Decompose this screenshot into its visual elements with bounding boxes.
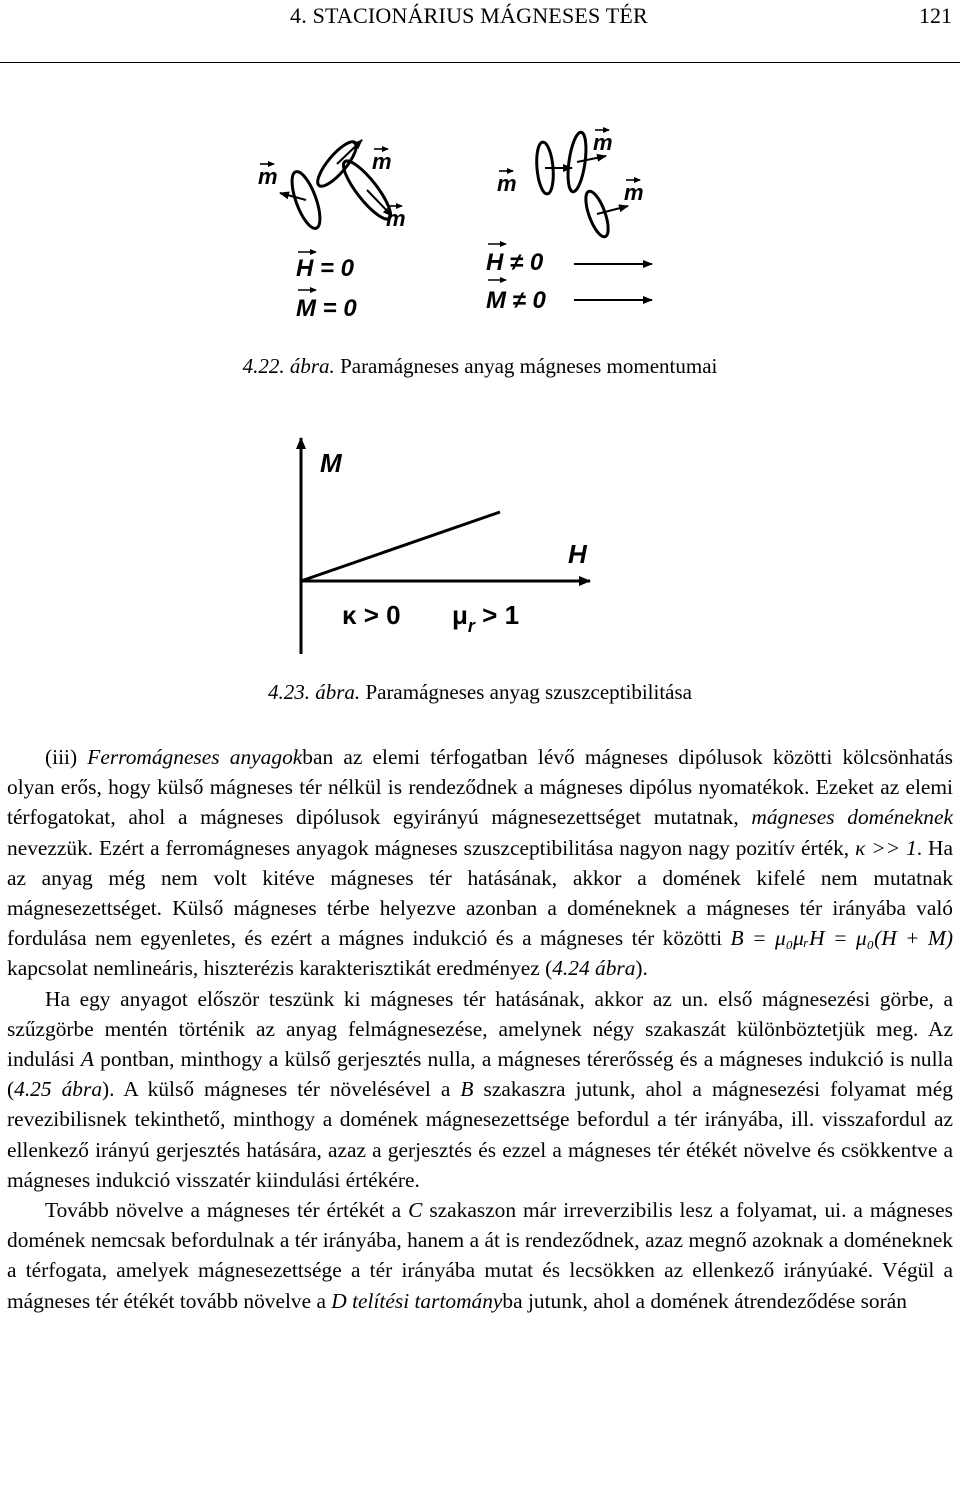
paragraph: Ha egy anyagot először teszünk ki mágneses tér hatásának, akkor az un. első mágnesezési görbe, a szűzgörbe mentén történik az anyag felmágnesezése, amelynek négy szakaszát különböztetjük meg. Az indulási A pontban, minthogy a külső gerjesztés nulla, a mágneses térerősség és a mágneses indukció is nulla (4.25 ábra). A külső mágneses tér növelésével a B szakaszra jutunk, ahol a mágnesezési folyamat még revezibilisnek tekinthető, minthogy a domének mágnesezettsége befordul a tér irányába, ill. visszafordul az ellenkező irányú gerjesztés hatására, azaz a gerjesztés és ezzel a mágneses tér étékét növelve és csökkentve a mágneses indukció visszatér kiindulási értékére. bbox=[7, 986, 953, 1192]
induction-formula: B = μ₀μᵣH = μ₀(H + M) bbox=[730, 926, 953, 951]
moment-label: m bbox=[386, 206, 406, 231]
moment-label: m bbox=[258, 164, 278, 189]
field-equation: H = 0 bbox=[296, 255, 355, 282]
mu-condition: $\mu_r > 1$ bbox=[452, 600, 520, 636]
magnetization-equation: M = 0 bbox=[296, 295, 357, 322]
page-number: 121 bbox=[919, 3, 952, 28]
page-header bbox=[0, 0, 960, 63]
chapter-title: 4. STACIONÁRIUS MÁGNESES TÉR bbox=[290, 3, 648, 28]
x-axis-label: H bbox=[568, 539, 587, 569]
moment-label: m bbox=[624, 180, 644, 205]
inequality-formula: κ >> 1 bbox=[855, 835, 917, 860]
body-text bbox=[7, 742, 953, 1316]
figure-caption-4-22: 4.22. ábra. Paramágneses anyag mágneses momentumai bbox=[242, 354, 718, 378]
field-equation: H ≠ 0 bbox=[486, 249, 544, 276]
figure-caption-4-23: 4.23. ábra. Paramágneses anyag szuszceptibilitása bbox=[268, 680, 692, 704]
figure-susceptibility-plot bbox=[260, 430, 600, 660]
moment-label: m bbox=[593, 130, 613, 155]
y-axis-label: M bbox=[320, 448, 342, 478]
moment-label: m bbox=[497, 171, 517, 196]
magnetization-line bbox=[301, 512, 500, 581]
kappa-condition: κ > 0 bbox=[342, 600, 401, 630]
magnetization-equation: M ≠ 0 bbox=[486, 287, 546, 314]
figure-paramagnetic-moments bbox=[240, 118, 720, 328]
paragraph: (iii) Ferromágneses anyagokban az elemi térfogatban lévő mágneses dipólusok közötti kölcsönhatás olyan erős, hogy külső mágneses tér nélkül is rendeződnek a mágneses dipólus nyomatékok. Ezeket az elemi térfogatokat, ahol a mágneses dipólusok egyirányú mágnesezettséget mutatnak, mágneses doméneknek nevezzük. Ezért a ferromágneses anyagok mágneses szuszceptibilitása nagyon nagy pozitív érték, κ >> 1. Ha az anyag még nem volt kitéve mágneses tér hatásának, akkor a domének kifelé nem mutatnak mágnesezettséget. Külső mágneses térbe helyezve azonban a doméneknek a mágneses tér irányába való fordulása nem egyenletes, és ezért a mágnes indukció és a mágneses tér közötti B = μ₀μᵣH = μ₀(H + M) kapcsolat nemlineáris, hiszterézis karakterisztikát eredményez (4.24 ábra). bbox=[7, 745, 954, 981]
paragraph: Tovább növelve a mágneses tér értékét a C szakaszon már irreverzibilis lesz a folyamat, ui. a mágneses domének nemcsak befordulnak a tér irányába, hanem a át is rendeződnek, azaz megnő azoknak a doméneknek a térfogata, amelyek mágnesezettsége a tér irányába mutat és lecsökken az ellenkező irányúaké. Végül a mágneses tér étékét tovább növelve a D telítési tartományba jutunk, ahol a domének átrendeződése során bbox=[7, 1198, 953, 1313]
moment-arrow bbox=[577, 156, 606, 162]
moment-label: m bbox=[372, 149, 392, 174]
